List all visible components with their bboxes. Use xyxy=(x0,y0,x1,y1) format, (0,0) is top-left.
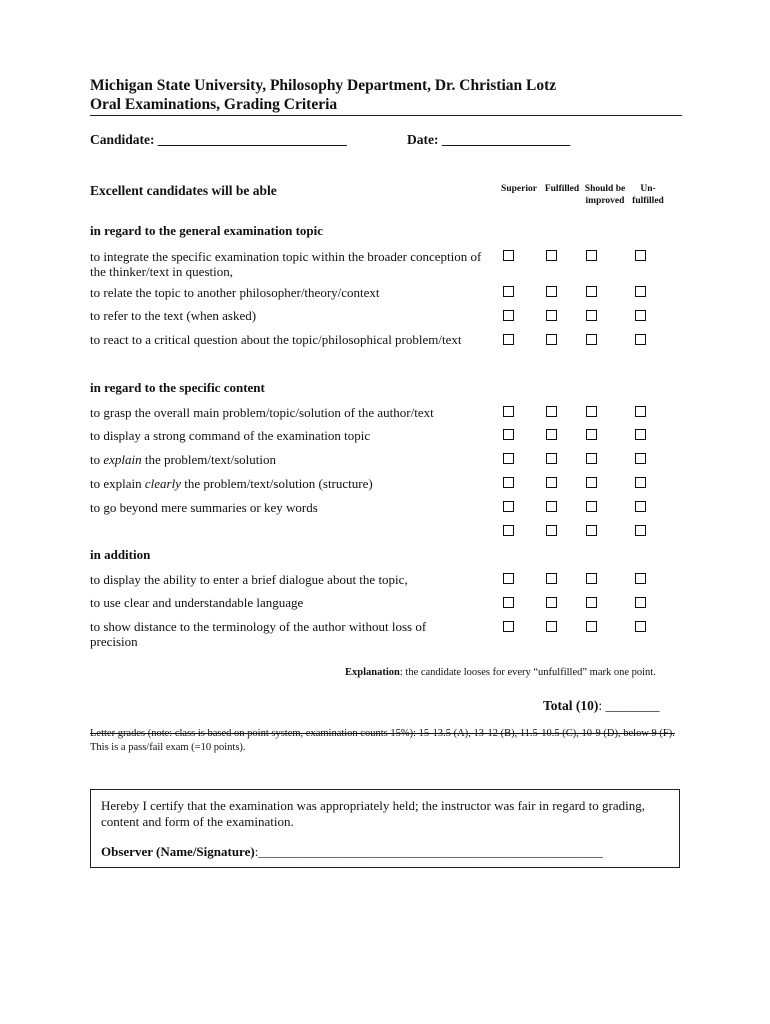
criterion-refer-to-text: to refer to the text (when asked) xyxy=(90,308,257,323)
checkbox-superior[interactable] xyxy=(503,286,514,297)
criterion-distance-terminology: to show distance to the terminology of the author without loss of precision xyxy=(90,619,427,649)
date-label: Date: xyxy=(407,132,439,147)
date-field[interactable] xyxy=(407,132,570,148)
checkbox-superior[interactable] xyxy=(503,334,514,345)
checkbox-fulfilled[interactable] xyxy=(546,525,557,536)
total-blank[interactable]: : ________ xyxy=(598,698,660,713)
document-title xyxy=(90,76,556,114)
checkbox-fulfilled[interactable] xyxy=(546,334,557,345)
checkbox-should-be-improved[interactable] xyxy=(586,477,597,488)
criterion-clear-language: to use clear and understandable language xyxy=(90,595,304,610)
checkbox-should-be-improved[interactable] xyxy=(586,525,597,536)
criterion-text: to xyxy=(90,452,104,467)
criterion-beyond-summaries: to go beyond mere summaries or key words xyxy=(90,500,318,515)
section-title-general-topic: in regard to the general examination topic xyxy=(90,223,324,238)
checkbox-unfulfilled[interactable] xyxy=(635,621,646,632)
criterion-relate-topic: to relate the topic to another philosopher/theory/context xyxy=(90,285,380,300)
checkbox-unfulfilled[interactable] xyxy=(635,525,646,536)
section-title-specific-content: in regard to the specific content xyxy=(90,380,265,395)
column-header-should-be-improved xyxy=(582,183,628,207)
checkbox-unfulfilled[interactable] xyxy=(635,501,646,512)
candidate-blank[interactable]: ____________________________ xyxy=(157,132,347,147)
criterion-emphasis: explain xyxy=(103,452,142,467)
struck-grade-scale: Letter grades (note: class is based on point system, examination counts 15%): 15-13.5 (A), 13-12 (B), 11.5-10.5 (C), 10-9 (D), below 9 (F). xyxy=(90,728,675,739)
criterion-explain xyxy=(90,452,495,467)
candidate-label: Candidate: xyxy=(90,132,155,147)
checkbox-fulfilled[interactable] xyxy=(546,573,557,584)
letter-grades-note xyxy=(90,727,680,755)
criterion-react-to-question: to react to a critical question about the topic/philosophical problem/text xyxy=(90,332,462,347)
criterion-command-of-topic: to display a strong command of the examination topic xyxy=(90,428,371,443)
column-header-line: Fulfilled xyxy=(544,184,580,194)
checkbox-should-be-improved[interactable] xyxy=(586,501,597,512)
column-header-line: Superior xyxy=(501,184,537,194)
checkbox-superior[interactable] xyxy=(503,525,514,536)
explanation-label: Explanation xyxy=(345,667,400,678)
checkbox-unfulfilled[interactable] xyxy=(635,406,646,417)
column-header-superior xyxy=(498,183,540,195)
date-blank[interactable]: ___________________ xyxy=(441,132,571,147)
checkbox-fulfilled[interactable] xyxy=(546,286,557,297)
criterion-text: to explain xyxy=(90,476,145,491)
criterion-grasp-problem: to grasp the overall main problem/topic/solution of the author/text xyxy=(90,405,434,420)
criterion-emphasis: clearly xyxy=(144,476,181,491)
column-header-unfulfilled xyxy=(628,183,668,207)
criterion-text: the problem/text/solution xyxy=(141,452,276,467)
checkbox-unfulfilled[interactable] xyxy=(635,477,646,488)
intro-text: Excellent candidates will be able xyxy=(90,183,277,198)
checkbox-fulfilled[interactable] xyxy=(546,477,557,488)
checkbox-fulfilled[interactable] xyxy=(546,597,557,608)
title-line-1: Michigan State University, Philosophy Department, Dr. Christian Lotz xyxy=(90,77,557,94)
checkbox-should-be-improved[interactable] xyxy=(586,597,597,608)
criterion-dialogue: to display the ability to enter a brief dialogue about the topic, xyxy=(90,572,408,587)
checkbox-superior[interactable] xyxy=(503,429,514,440)
checkbox-fulfilled[interactable] xyxy=(546,310,557,321)
checkbox-unfulfilled[interactable] xyxy=(635,310,646,321)
checkbox-fulfilled[interactable] xyxy=(546,250,557,261)
checkbox-unfulfilled[interactable] xyxy=(635,597,646,608)
checkbox-should-be-improved[interactable] xyxy=(586,334,597,345)
checkbox-unfulfilled[interactable] xyxy=(635,286,646,297)
total-field[interactable] xyxy=(543,698,660,714)
checkbox-should-be-improved[interactable] xyxy=(586,310,597,321)
column-header-line: fulfilled xyxy=(632,196,664,206)
checkbox-should-be-improved[interactable] xyxy=(586,573,597,584)
checkbox-unfulfilled[interactable] xyxy=(635,573,646,584)
candidate-field[interactable] xyxy=(90,132,347,148)
checkbox-superior[interactable] xyxy=(503,501,514,512)
criterion-text: the problem/text/solution (structure) xyxy=(180,476,373,491)
checkbox-superior[interactable] xyxy=(503,250,514,261)
checkbox-fulfilled[interactable] xyxy=(546,621,557,632)
column-header-fulfilled xyxy=(542,183,582,195)
criterion-integrate-topic: to integrate the specific examination topic within the broader conception of the thinker/text in question, xyxy=(90,249,482,279)
checkbox-unfulfilled[interactable] xyxy=(635,453,646,464)
checkbox-fulfilled[interactable] xyxy=(546,406,557,417)
checkbox-fulfilled[interactable] xyxy=(546,429,557,440)
checkbox-superior[interactable] xyxy=(503,477,514,488)
checkbox-unfulfilled[interactable] xyxy=(635,250,646,261)
explanation-note xyxy=(345,667,656,678)
observer-field[interactable] xyxy=(101,844,669,860)
checkbox-should-be-improved[interactable] xyxy=(586,429,597,440)
checkbox-superior[interactable] xyxy=(503,310,514,321)
checkbox-should-be-improved[interactable] xyxy=(586,250,597,261)
checkbox-should-be-improved[interactable] xyxy=(586,621,597,632)
observer-blank[interactable]: :_____________________________________________________ xyxy=(254,844,603,859)
criterion-explain-clearly xyxy=(90,476,495,491)
checkbox-should-be-improved[interactable] xyxy=(586,406,597,417)
total-label: Total (10) xyxy=(543,698,599,713)
checkbox-unfulfilled[interactable] xyxy=(635,334,646,345)
checkbox-superior[interactable] xyxy=(503,573,514,584)
checkbox-fulfilled[interactable] xyxy=(546,501,557,512)
section-title-in-addition: in addition xyxy=(90,547,151,562)
explanation-text: : the candidate looses for every “unfulfilled” mark one point. xyxy=(399,667,656,678)
checkbox-superior[interactable] xyxy=(503,406,514,417)
certification-box xyxy=(90,789,680,868)
checkbox-should-be-improved[interactable] xyxy=(586,286,597,297)
checkbox-superior[interactable] xyxy=(503,621,514,632)
checkbox-fulfilled[interactable] xyxy=(546,453,557,464)
title-line-2: Oral Examinations, Grading Criteria xyxy=(90,96,338,113)
certification-text: Hereby I certify that the examination was appropriately held; the instructor was fair in regard to grading, content and form of the examination. xyxy=(101,798,646,829)
column-header-line: Un- xyxy=(640,184,656,194)
checkbox-superior[interactable] xyxy=(503,453,514,464)
checkbox-unfulfilled[interactable] xyxy=(635,429,646,440)
column-header-line: Should be xyxy=(584,184,626,194)
title-rule xyxy=(90,115,682,116)
checkbox-superior[interactable] xyxy=(503,597,514,608)
observer-label: Observer (Name/Signature) xyxy=(101,844,255,859)
column-header-line: improved xyxy=(585,196,625,206)
pass-fail-note: This is a pass/fail exam (=10 points). xyxy=(90,742,246,753)
checkbox-should-be-improved[interactable] xyxy=(586,453,597,464)
